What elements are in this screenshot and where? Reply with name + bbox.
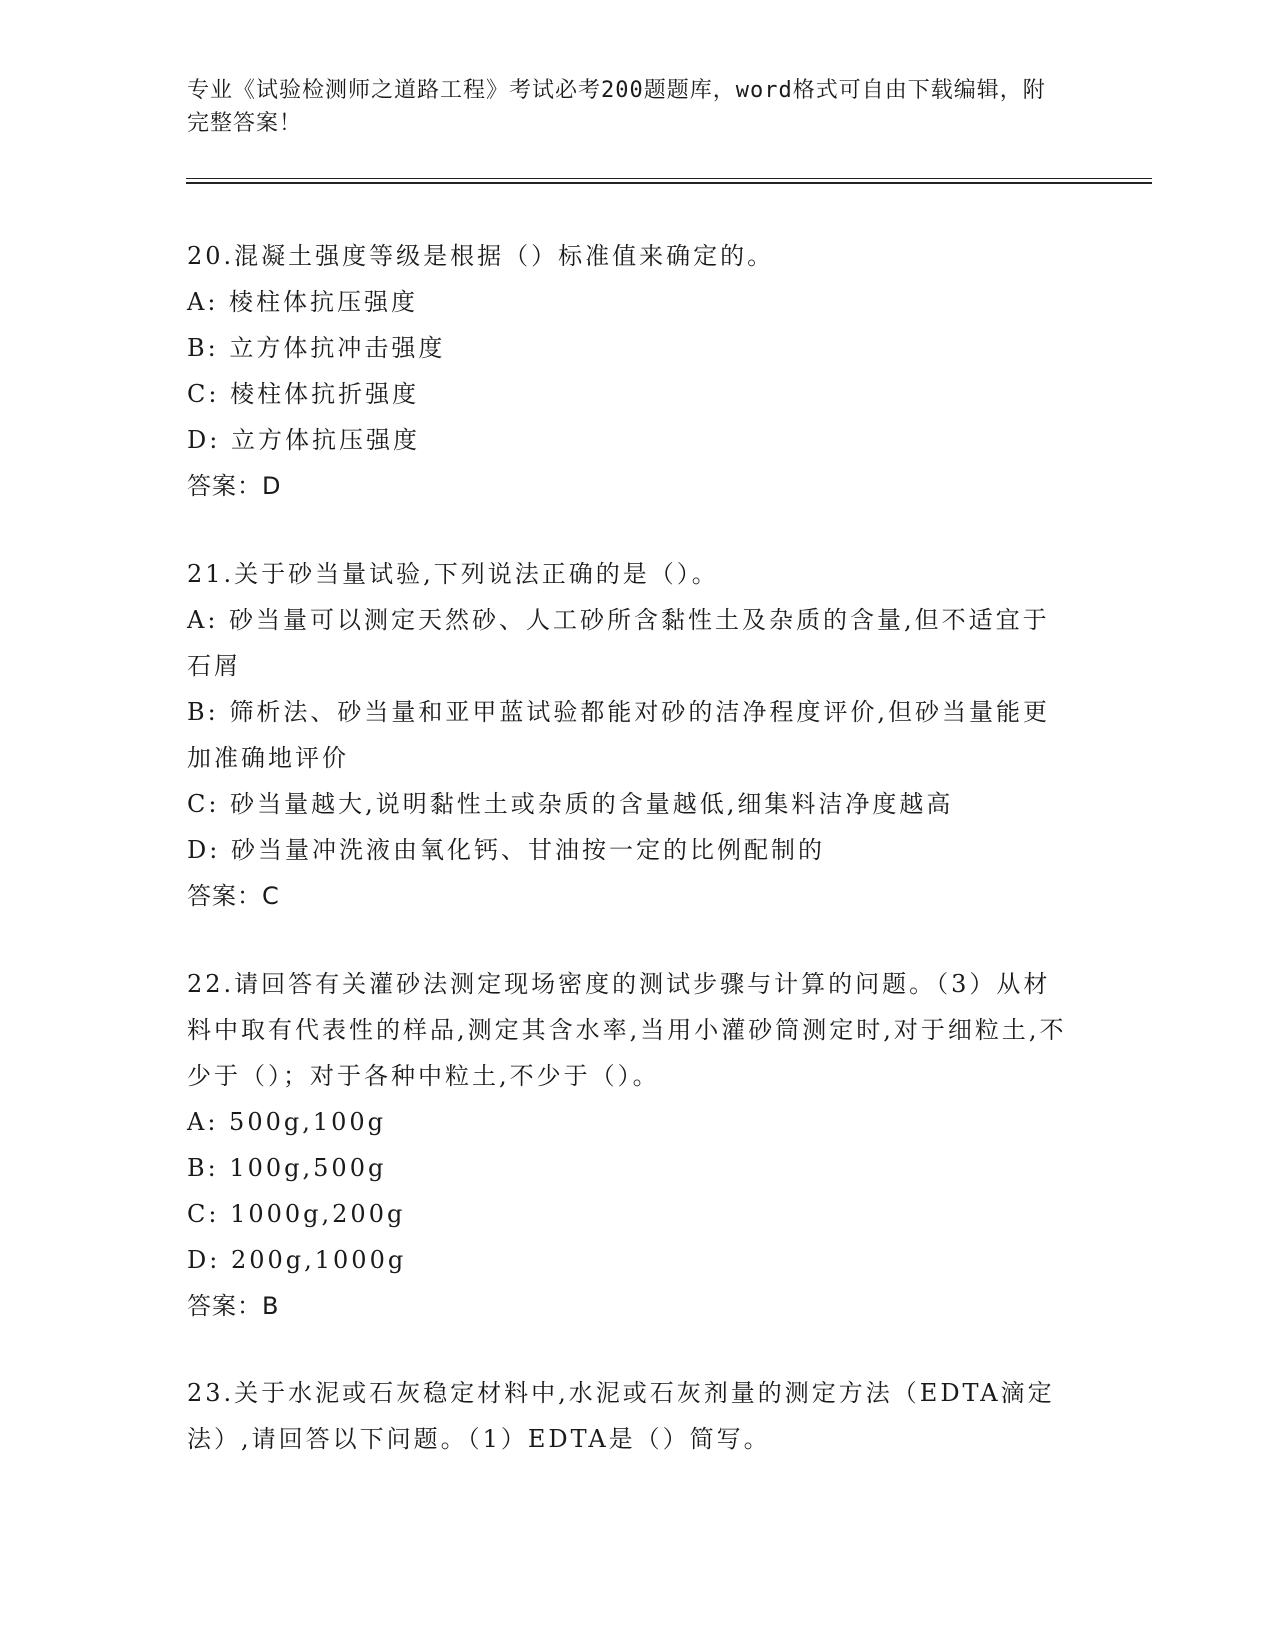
option-d: D: 立方体抗压强度	[187, 426, 420, 454]
option-d: D: 砂当量冲洗液由氧化钙、甘油按一定的比例配制的	[187, 836, 825, 864]
option-b: B: 100g,500g	[187, 1154, 387, 1182]
option-c: C: 砂当量越大,说明黏性土或杂质的含量越低,细集料洁净度越高	[187, 790, 954, 818]
question-stem: 22.请回答有关灌砂法测定现场密度的测试步骤与计算的问题。（3）从材料中取有代表性的样品,测定其含水率,当用小灌砂筒测定时,对于细粒土,不少于（）；对于各种中粒土,不少于（）。	[187, 970, 1067, 1090]
answer: 答案：D	[187, 472, 282, 500]
question-stem: 21.关于砂当量试验,下列说法正确的是（）。	[187, 560, 719, 588]
answer: 答案：C	[187, 882, 280, 910]
header-divider-thin	[186, 178, 1152, 179]
option-c: C: 1000g,200g	[187, 1200, 406, 1228]
document-header: 专业《试验检测师之道路工程》考试必考200题题库，word格式可自由下载编辑，附完整答案！	[187, 78, 1046, 136]
question-23	[187, 1370, 1067, 1462]
header-divider-thick	[186, 182, 1152, 184]
option-a: A: 砂当量可以测定天然砂、人工砂所含黏性土及杂质的含量,但不适宜于石屑	[187, 606, 1050, 680]
option-a: A: 500g,100g	[187, 1108, 387, 1136]
option-d: D: 200g,1000g	[187, 1246, 407, 1274]
question-stem: 23.关于水泥或石灰稳定材料中,水泥或石灰剂量的测定方法（EDTA滴定法）,请回答以下问题。（1）EDTA是（）简写。	[187, 1379, 1055, 1453]
option-b: B: 立方体抗冲击强度	[187, 334, 446, 362]
question-stem: 20.混凝土强度等级是根据（）标准值来确定的。	[187, 242, 775, 270]
option-a: A: 棱柱体抗压强度	[187, 288, 419, 316]
question-21	[187, 551, 1067, 919]
option-c: C: 棱柱体抗折强度	[187, 380, 420, 408]
answer: 答案：B	[187, 1292, 280, 1320]
question-22	[187, 961, 1067, 1329]
question-20	[187, 233, 1067, 509]
option-b: B: 筛析法、砂当量和亚甲蓝试验都能对砂的洁净程度评价,但砂当量能更加准确地评价	[187, 698, 1050, 772]
